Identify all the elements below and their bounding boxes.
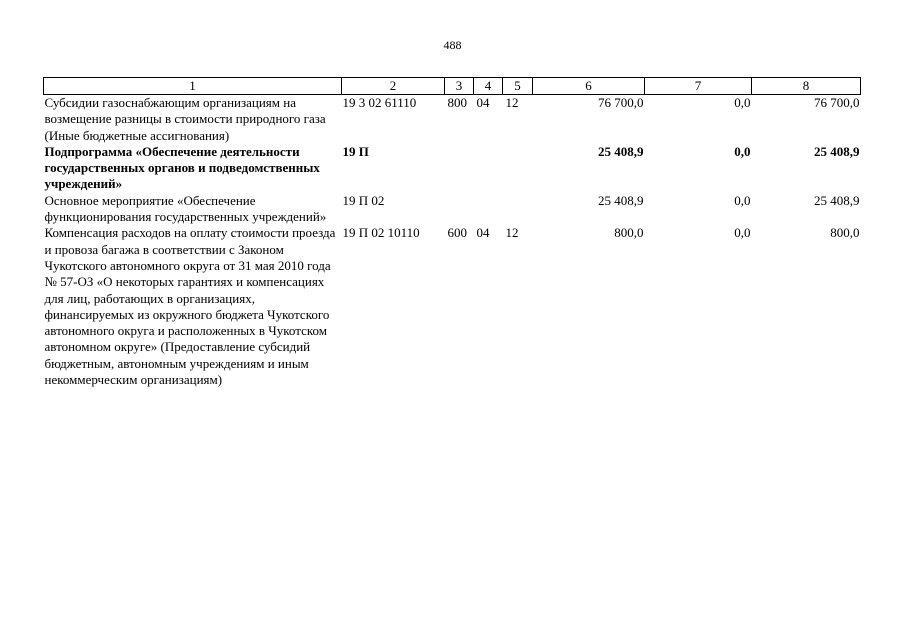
row-name: Компенсация расходов на оплату стоимости проезда и провоза багажа в соответствии с Законом Чукотского автономного округа от 31 мая 2010 года № 57-ОЗ «О некоторых гарантиях и компенсациях для лиц, работающих в организациях, финансируемых из окружного бюджета Чукотского автономного округа и расположенных в Чукотском автономном округе» (Предоставление субсидий бюджетным, автономным учреждениям и иным некоммерческим организациям) bbox=[44, 225, 336, 388]
row-rz: 04 bbox=[476, 95, 490, 110]
row-col6: 25 408,9 bbox=[598, 192, 644, 208]
row-pr bbox=[503, 193, 533, 226]
row-vr bbox=[445, 144, 474, 193]
table-header-row bbox=[44, 78, 861, 95]
row-code: 19 П 02 bbox=[342, 192, 385, 208]
table-row bbox=[44, 144, 861, 193]
row-col6: 25 408,9 bbox=[598, 143, 644, 159]
row-vr: 800 bbox=[447, 95, 467, 110]
row-col7: 0,0 bbox=[734, 143, 751, 159]
header-cell: 1 bbox=[44, 78, 342, 95]
row-rz bbox=[474, 193, 503, 226]
row-code: 19 П 02 10110 bbox=[342, 225, 420, 241]
header-cell: 5 bbox=[503, 78, 533, 95]
row-vr: 600 bbox=[447, 225, 467, 241]
header-cell: 2 bbox=[342, 78, 445, 95]
row-col8: 800,0 bbox=[830, 225, 860, 241]
row-col7: 0,0 bbox=[734, 225, 751, 241]
row-name: Субсидии газоснабжающим организациям на возмещение разницы в стоимости природного газа (Иные бюджетные ассигнования) bbox=[44, 95, 326, 143]
row-col8: 25 408,9 bbox=[814, 192, 860, 208]
table-row bbox=[44, 95, 861, 144]
row-col7: 0,0 bbox=[734, 192, 751, 208]
row-code: 19 3 02 61110 bbox=[342, 95, 417, 110]
row-name: Основное мероприятие «Обеспечение функционирования государственных учреждений» bbox=[44, 192, 327, 225]
budget-table bbox=[43, 77, 861, 388]
page-number: 488 bbox=[443, 38, 462, 52]
row-col8: 25 408,9 bbox=[814, 143, 860, 159]
row-col7: 0,0 bbox=[734, 95, 751, 110]
header-cell: 3 bbox=[445, 78, 474, 95]
row-pr: 12 bbox=[505, 225, 519, 241]
row-rz bbox=[474, 144, 503, 193]
row-col6: 76 700,0 bbox=[598, 95, 644, 110]
row-code: 19 П bbox=[342, 143, 369, 159]
row-rz: 04 bbox=[476, 225, 490, 241]
row-col6: 800,0 bbox=[614, 225, 644, 241]
row-name: Подпрограмма «Обеспечение деятельности государственных органов и подведомственных учреждений» bbox=[44, 143, 320, 192]
header-cell: 7 bbox=[645, 78, 752, 95]
row-pr bbox=[503, 144, 533, 193]
table-row bbox=[44, 225, 861, 388]
row-pr: 12 bbox=[505, 95, 519, 110]
header-cell: 8 bbox=[752, 78, 861, 95]
table-row bbox=[44, 193, 861, 226]
header-cell: 6 bbox=[533, 78, 645, 95]
header-cell: 4 bbox=[474, 78, 503, 95]
row-col8: 76 700,0 bbox=[814, 95, 860, 110]
row-vr bbox=[445, 193, 474, 226]
